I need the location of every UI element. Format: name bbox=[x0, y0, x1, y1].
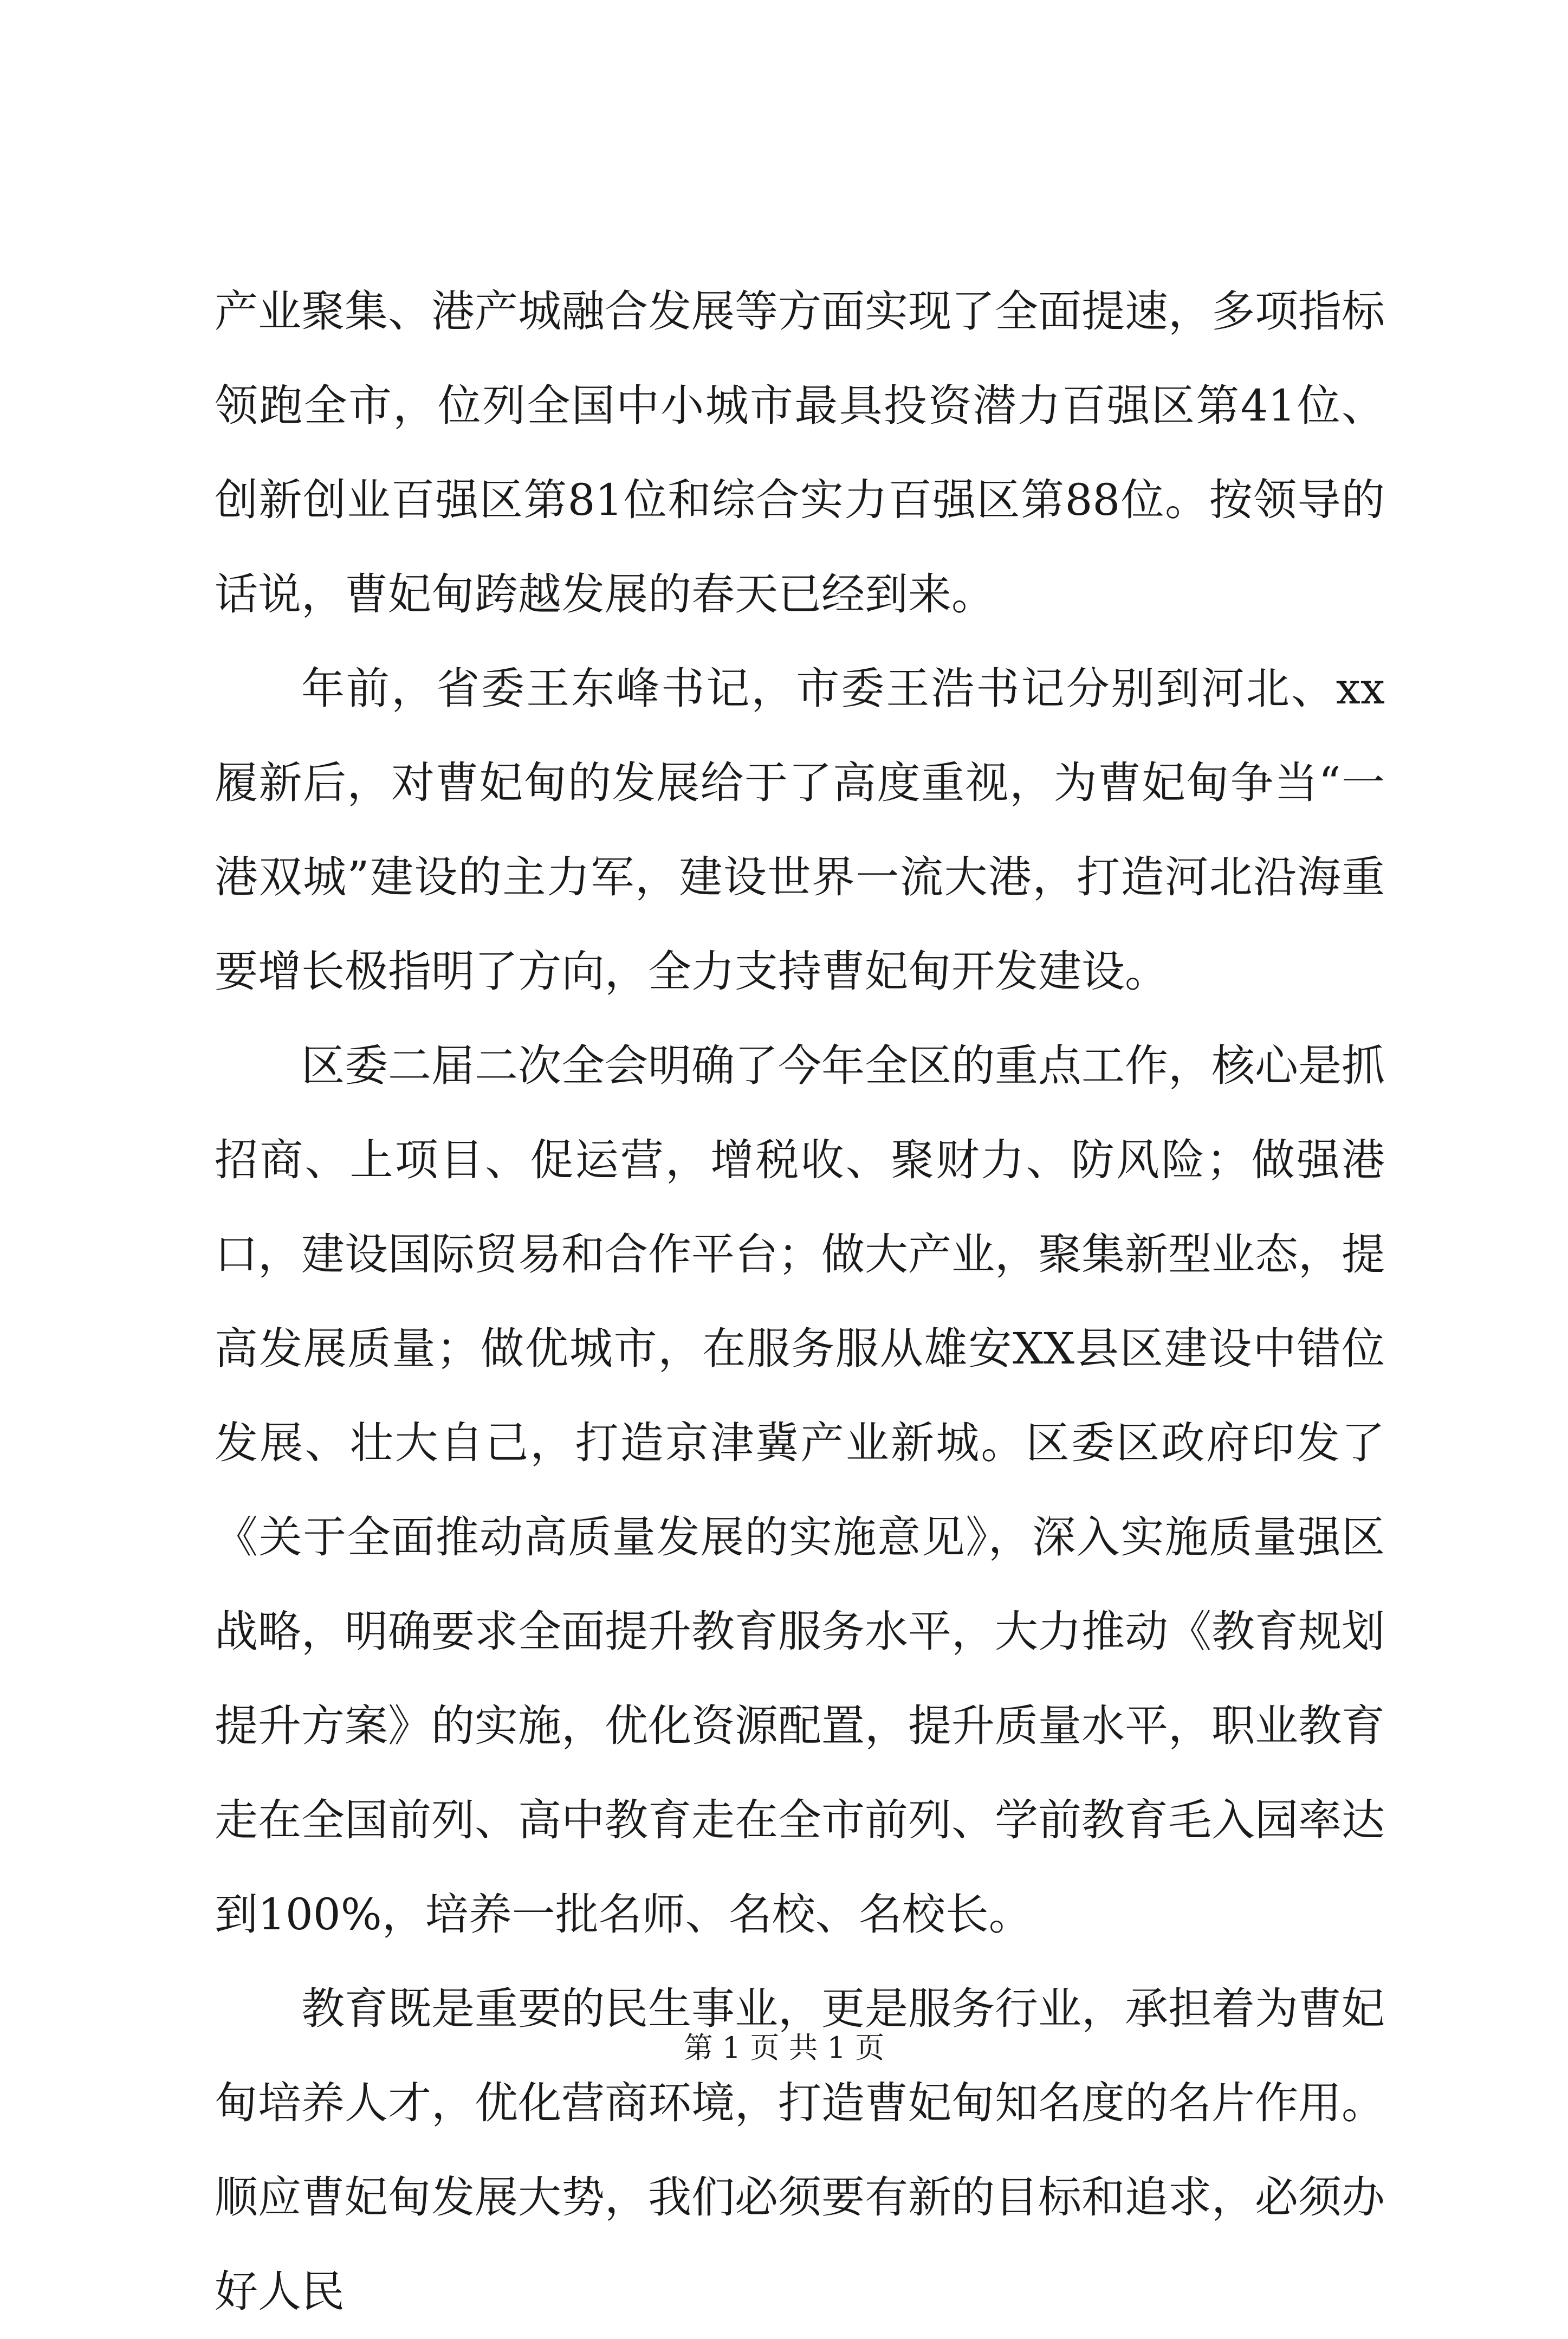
page-number-footer: 第 1 页 共 1 页 bbox=[683, 2031, 885, 2065]
paragraph-2: 年前，省委王东峰书记，市委王浩书记分别到河北、xx履新后，对曹妃甸的发展给于了高度重视，为曹妃甸争当“一港双城”建设的主力军，建设世界一流大港，打造河北沿海重要增长极指明了方向，全力支持曹妃甸开发建设。 bbox=[215, 663, 1385, 997]
paragraph-1: 产业聚集、港产城融合发展等方面实现了全面提速，多项指标领跑全市，位列全国中小城市最具投资潜力百强区第41位、创新创业百强区第81位和综合实力百强区第88位。按领导的话说，曹妃甸跨越发展的春天已经到来。 bbox=[215, 286, 1385, 619]
document-body bbox=[215, 264, 1385, 2339]
paragraph-3: 区委二届二次全会明确了今年全区的重点工作，核心是抓招商、上项目、促运营，增税收、聚财力、防风险；做强港口，建设国际贸易和合作平台；做大产业，聚集新型业态，提高发展质量；做优城市，在服务服从雄安XX县区建设中错位发展、壮大自己，打造京津冀产业新城。区委区政府印发了《关于全面推动高质量发展的实施意见》，深入实施质量强区战略，明确要求全面提升教育服务水平，大力推动《教育规划提升方案》的实施，优化资源配置，提升质量水平，职业教育走在全国前列、高中教育走在全市前列、学前教育毛入园率达到100%，培养一批名师、名校、名校长。 bbox=[215, 1041, 1385, 1940]
paragraph-4: 教育既是重要的民生事业，更是服务行业，承担着为曹妃甸培养人才，优化营商环境，打造曹妃甸知名度的名片作用。顺应曹妃甸发展大势，我们必须要有新的目标和追求，必须办好人民 bbox=[215, 1983, 1385, 2317]
